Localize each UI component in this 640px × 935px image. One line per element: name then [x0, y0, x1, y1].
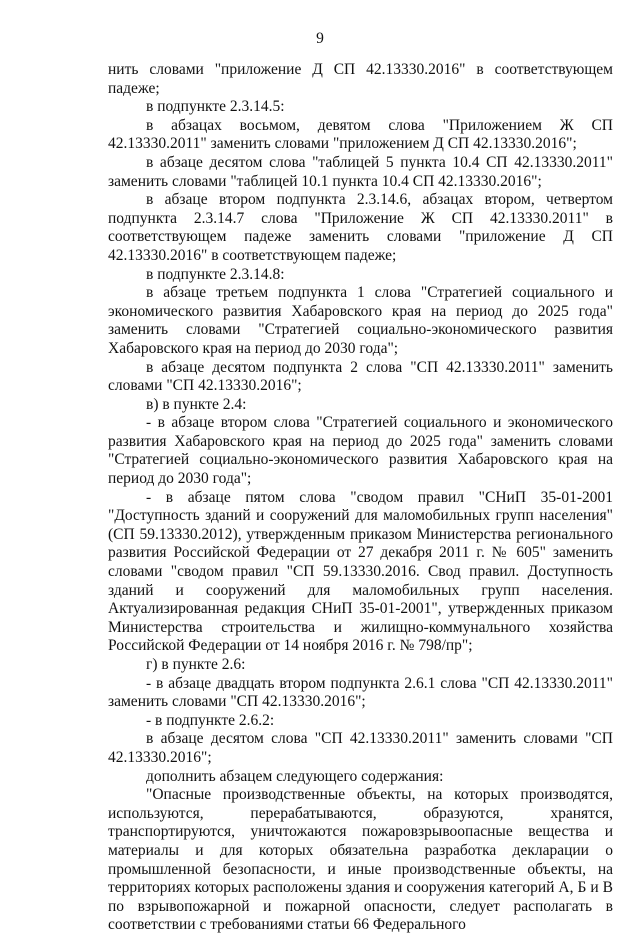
paragraph: - в абзаце двадцать втором подпункта 2.6.1 слова "СП 42.13330.2011" заменить словами "СП 42.13330.2016";: [108, 674, 613, 711]
paragraph: в абзаце десятом слова "таблицей 5 пункта 10.4 СП 42.13330.2011" заменить словами "таблицей 10.1 пункта 10.4 СП 42.13330.2016";: [108, 153, 613, 190]
paragraph: - в подпункте 2.6.2:: [146, 711, 275, 729]
paragraph: в абзаце десятом подпункта 2 слова "СП 42.13330.2011" заменить словами "СП 42.13330.2016";: [108, 358, 613, 395]
paragraph: "Опасные производственные объекты, на которых производятся, используются, перерабатываются, образуются, хранятся, транспортируются, уничтожаются пожаровзрывоопасные вещества и материалы и для которых обязательна разработка декларации о промышленной безопасности, и иные производственные объекты, на территориях которых расположены здания и сооружения категорий А, Б и В по взрывопожарной и пожарной опасности, следует располагать в соответствии с требованиями статьи 66 Федерального: [108, 786, 613, 934]
paragraph: - в абзаце втором слова "Стратегией социального и экономического развития Хабаровского края на период до 2025 года" заменить словами "Стратегией социально-экономического развития Хабаровского края на период до 2030 года";: [108, 414, 613, 488]
page-number: 9: [316, 30, 324, 47]
paragraph: в) в пункте 2.4:: [146, 395, 247, 413]
paragraph: г) в пункте 2.6:: [146, 656, 246, 673]
paragraph: в подпункте 2.3.14.5:: [146, 98, 285, 116]
paragraph: в подпункте 2.3.14.8:: [146, 265, 285, 283]
paragraph: нить словами "приложение Д СП 42.13330.2016" в соответствующем падеже;: [108, 61, 613, 97]
paragraph: в абзаце втором подпункта 2.3.14.6, абзацах втором, четвертом подпункта 2.3.14.7 слова "Приложение Ж СП 42.13330.2011" в соответствующем падеже заменить словами "приложение Д СП 42.13330.2016" в соответствующем падеже;: [108, 191, 613, 264]
paragraph: в абзаце третьем подпункта 1 слова "Стратегией социального и экономического развития Хабаровского края на период до 2025 года" заменить словами "Стратегией социально-экономического развития Хабаровского края на период до 2030 года";: [108, 284, 613, 357]
paragraph: в абзацах восьмом, девятом слова "Приложением Ж СП 42.13330.2011" заменить словами "приложением Д СП 42.13330.2016";: [108, 116, 613, 153]
paragraph: в абзаце десятом слова "СП 42.13330.2011" заменить словами "СП 42.13330.2016";: [108, 730, 613, 766]
paragraph: - в абзаце пятом слова "сводом правил "СНиП 35-01-2001 "Доступность зданий и сооружений для маломобильных групп населения" (СП 59.13330.2012), утвержденным приказом Министерства регионального развития Российской Федерации от 27 декабря 2011 г. № 605" заменить словами "сводом правил "СП 59.13330.2016. Свод правил. Доступность зданий и сооружений для маломобильных групп населения. Актуализированная редакция СНиП 35-01-2001", утвержденных приказом Министерства строительства и жилищно-коммунального хозяйства Российской Федерации от 14 ноября 2016 г. № 798/пр";: [108, 488, 613, 655]
document-body: [108, 61, 613, 935]
paragraph: дополнить абзацем следующего содержания:: [146, 767, 444, 785]
